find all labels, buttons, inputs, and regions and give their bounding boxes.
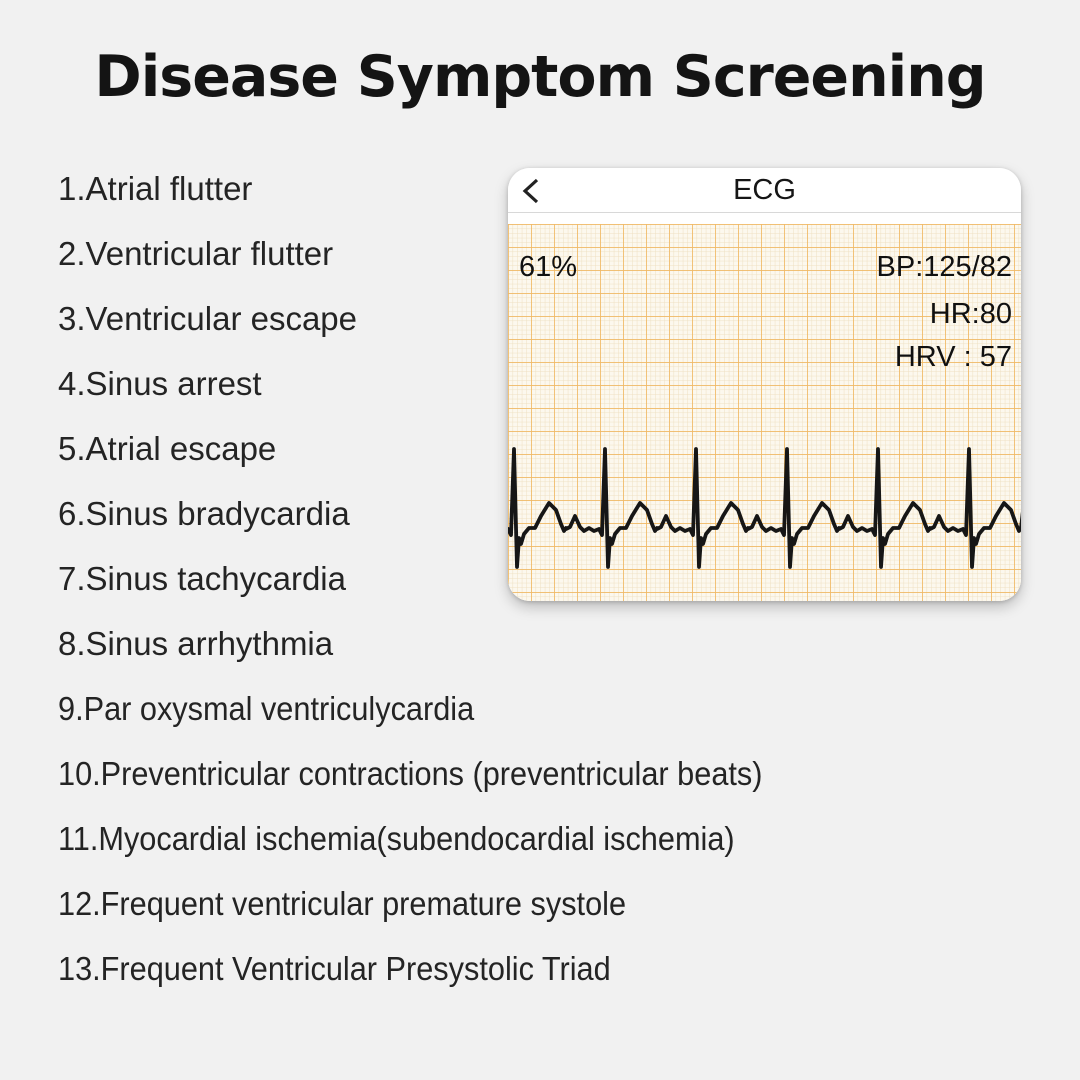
symptom-item: 2.Ventricular flutter <box>58 235 334 272</box>
ecg-screen-card <box>508 168 1021 601</box>
symptom-item: 12.Frequent ventricular premature systole <box>58 885 627 922</box>
symptom-item: 11.Myocardial ischemia(subendocardial ischemia) <box>58 820 735 857</box>
ecg-screen-title: ECG <box>733 174 796 206</box>
ecg-grid-area <box>508 224 1021 601</box>
symptom-item: 3.Ventricular escape <box>58 300 358 337</box>
symptom-item: 9.Par oxysmal ventriculycardia <box>58 690 475 727</box>
symptom-item: 6.Sinus bradycardia <box>58 495 350 532</box>
ecg-nav-bar <box>508 168 1021 213</box>
ecg-display <box>508 214 1021 601</box>
symptom-item: 4.Sinus arrest <box>58 365 262 402</box>
symptom-item: 8.Sinus arrhythmia <box>58 625 334 662</box>
symptom-item: 10.Preventricular contractions (preventricular beats) <box>58 755 763 792</box>
heart-rate-reading: HR:80 <box>929 298 1012 330</box>
symptom-item: 1.Atrial flutter <box>58 170 253 207</box>
battery-level: 61% <box>519 251 578 283</box>
symptom-item: 13.Frequent Ventricular Presystolic Triad <box>58 950 611 987</box>
page-title: Disease Symptom Screening <box>94 44 986 110</box>
symptom-item: 5.Atrial escape <box>58 430 277 467</box>
symptom-item: 7.Sinus tachycardia <box>58 560 346 597</box>
hrv-reading: HRV : 57 <box>894 341 1012 373</box>
blood-pressure-reading: BP:125/82 <box>876 251 1012 283</box>
